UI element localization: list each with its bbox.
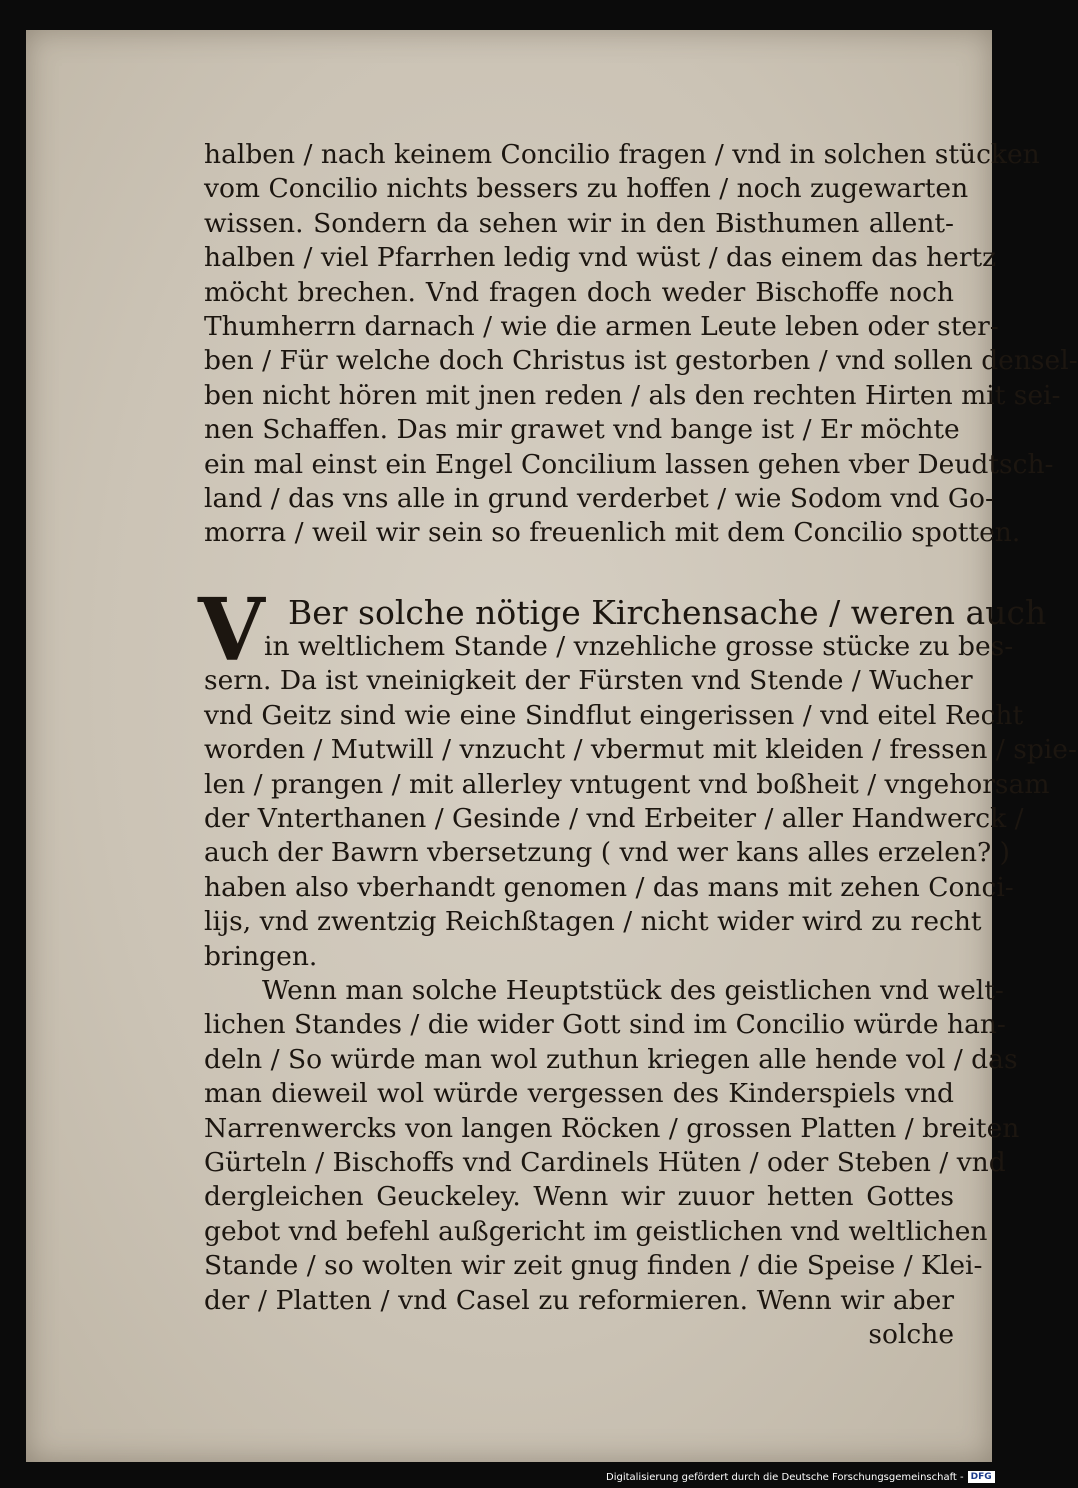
text-line: deln / So würde man wol zuthun kriegen alle hende vol / das (204, 1043, 1018, 1075)
paragraph-1 (204, 138, 1078, 551)
book-page (26, 30, 1078, 1462)
text-line: lichen Standes / die wider Gott sind im Concilio würde han- (204, 1009, 1006, 1041)
text-line: halben / nach keinem Concilio fragen / vnd in solchen stücken (204, 139, 1040, 170)
paragraph-3 (204, 974, 1020, 1352)
text-line: halben / viel Pfarrhen ledig vnd wüst / das einem das hertz (204, 242, 997, 274)
text-line: möcht brechen. Vnd fragen doch weder Bischoffe noch (204, 276, 954, 308)
text-line: gebot vnd befehl außgericht im geistlichen vnd weltlichen (204, 1215, 988, 1247)
text-line: ben nicht hören mit jnen reden / als den rechten Hirten mit sei- (204, 379, 1061, 411)
text-line: ben / Für welche doch Christus ist gestorben / vnd sollen densel- (204, 345, 1078, 377)
text-line: bringen. (204, 940, 318, 972)
paragraph-2 (198, 579, 1077, 974)
text-line: Ber solche nötige Kirchensache / weren auch (288, 592, 1047, 632)
text-line: dergleichen Geuckeley. Wenn wir zuuor hetten Gottes (204, 1181, 954, 1213)
text-line: nen Schaffen. Das mir grawet vnd bange ist / Er möchte (204, 414, 960, 446)
dfg-logo: DFG (968, 1471, 995, 1483)
text-line: der Vnterthanen / Gesinde / vnd Erbeiter / aller Handwerck / (204, 803, 1024, 835)
text-line: auch der Bawrn vbersetzung ( vnd wer kans alles erzelen? ) (204, 837, 1010, 869)
text-line: lijs, vnd zwentzig Reichßtagen / nicht wider wird zu recht (204, 906, 982, 938)
text-line: vnd Geitz sind wie eine Sindflut eingerissen / vnd eitel Recht (204, 699, 1024, 731)
text-line: morra / weil wir sein so freuenlich mit dem Concilio spotten. (204, 517, 1021, 549)
text-line: Wenn man solche Heuptstück des geistlichen vnd welt- (262, 974, 1004, 1006)
page-text (198, 138, 1078, 1352)
footer-text: Digitalisierung gefördert durch die Deutsche Forschungsgemeinschaft - (606, 1471, 964, 1483)
text-line: der / Platten / vnd Casel zu reformieren. Wenn wir aber (204, 1284, 954, 1316)
text-line: Narrenwercks von langen Röcken / grossen Platten / breiten (204, 1112, 1020, 1144)
text-line: len / prangen / mit allerley vntugent vnd boßheit / vngehorsam (204, 768, 1050, 800)
text-line: sern. Da ist vneinigkeit der Fürsten vnd Stende / Wucher (204, 665, 973, 697)
text-line: wissen. Sondern da sehen wir in den Bisthumen allent- (204, 207, 954, 239)
text-line: man dieweil wol würde vergessen des Kinderspiels vnd (204, 1078, 954, 1110)
catchword: solche (868, 1318, 954, 1350)
digitization-footer (606, 1469, 994, 1485)
text-line: Gürteln / Bischoffs vnd Cardinels Hüten / oder Steben / vnd (204, 1146, 1006, 1178)
text-line: ein mal einst ein Engel Concilium lassen gehen vber Deudtsch- (204, 448, 1054, 480)
decorated-initial: V (198, 579, 265, 681)
text-line: in weltlichem Stande / vnzehliche grosse stücke zu bes- (264, 631, 1014, 663)
text-line: worden / Mutwill / vnzucht / vbermut mit kleiden / fressen / spie- (204, 734, 1077, 766)
text-line: haben also vberhandt genomen / das mans mit zehen Conci- (204, 871, 1014, 903)
text-line: land / das vns alle in grund verderbet / wie Sodom vnd Go- (204, 482, 994, 514)
text-line: Thumherrn darnach / wie die armen Leute leben oder ster- (204, 310, 999, 342)
text-line: vom Concilio nichts bessers zu hoffen / noch zugewarten (204, 173, 969, 205)
text-line: Stande / so wolten wir zeit gnug finden / die Speise / Klei- (204, 1250, 983, 1282)
